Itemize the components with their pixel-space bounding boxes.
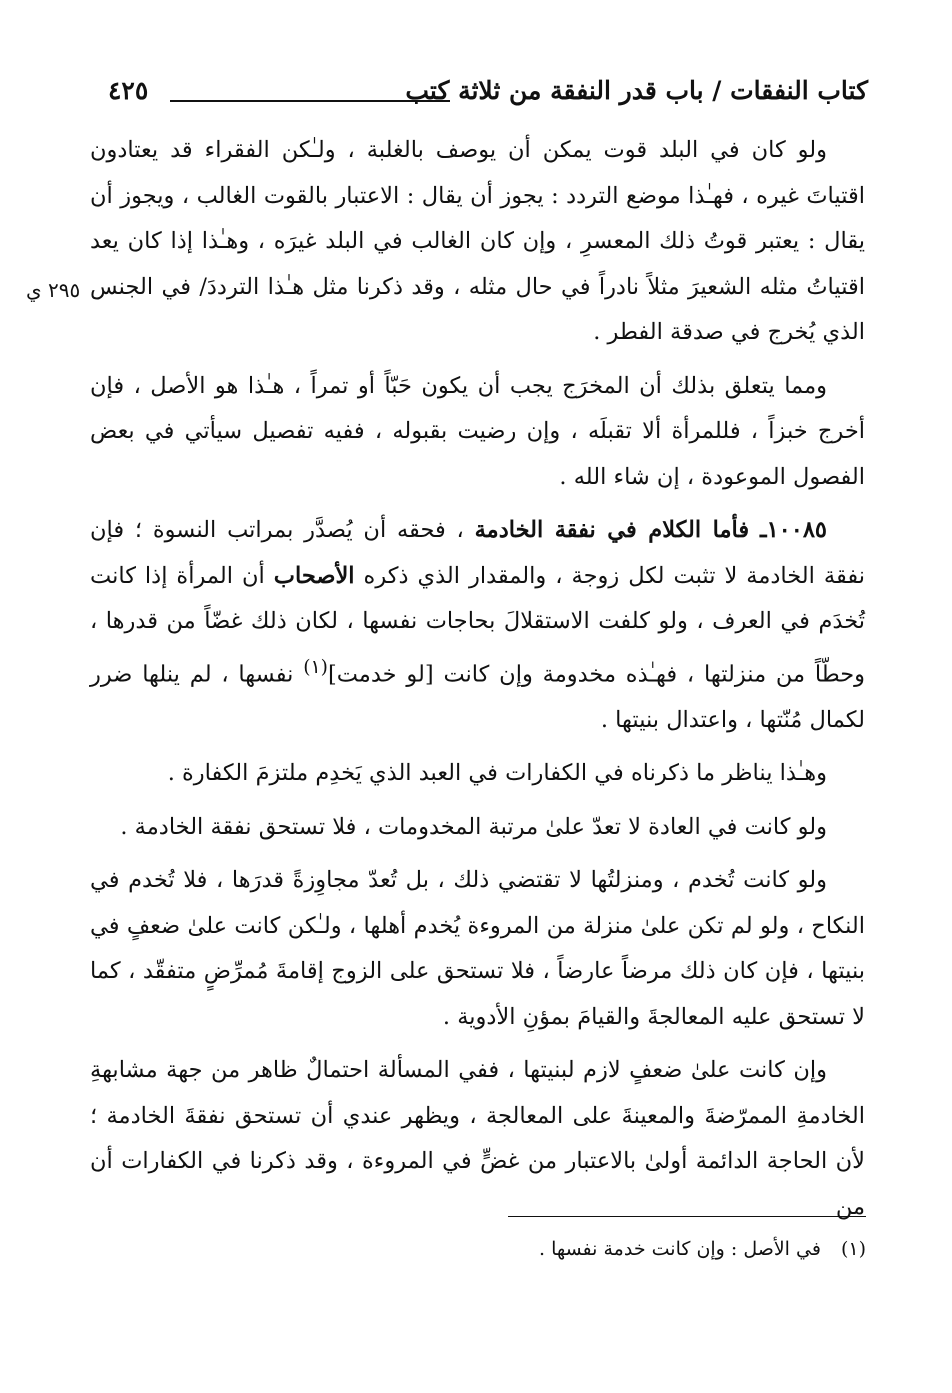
paragraph: ومما يتعلق بذلك أن المخرَج يجب أن يكون حَبّاً أو تمراً ، هـٰذا هو الأصل ، فإن أخرج خبزاً ، فللمرأة ألا تقبلَه ، وإن رضيت بقبوله ، ففيه تفصيل سيأتي في بعض الفصول الموعودة ، إن شاء الله .	[90, 372, 865, 490]
paragraph: وهـٰذا يناظر ما ذكرناه في الكفارات في العبد الذي يَخدِم ملتزمَ الكفارة .	[167, 760, 827, 786]
margin-manuscript-note: ٢٩٥ ي	[26, 278, 81, 302]
page-number: ٤٢٥	[108, 76, 149, 105]
header-rule	[170, 100, 450, 102]
footnote-number: (١)	[840, 1238, 866, 1260]
bold-term: الأصحاب	[273, 562, 355, 589]
paragraph: ولو كانت تُخدم ، ومنزلتُها لا تقتضي ذلك ، بل تُعدّ مجاوِزةً قدرَها ، فلا تُخدم في النكاح ، ولو لم تكن علىٰ منزلة من المروءة يُخدم أهلها ، ولـٰكن كانت علىٰ ضعفٍ في بنيتها ، فإن كان ذلك مرضاً عارضاً ، فلا تستحق على الزوج إقامةَ مُمرِّضٍ متفقّد ، كما لا تستحق عليه المعالجةَ والقيامَ بمؤنِ الأدوية .	[90, 867, 865, 1030]
section-heading: فأما الكلام في نفقة الخادمة	[474, 517, 750, 543]
footnote-reference: (١)	[303, 656, 328, 678]
section-number: ١٠٠٨٥ـ	[759, 517, 828, 543]
paragraph: وإن كانت علىٰ ضعفٍ لازم لبنيتها ، ففي المسألة احتمالٌ ظاهر من جهة مشابهةِ الخادمةِ الممرّضةَ والمعينةَ على المعالجة ، ويظهر عندي أن تستحق نفقةَ الخادمة ؛ لأن الحاجة الدائمة أولىٰ بالاعتبار من غضٍّ في المروءة ، وقد ذكرنا في الكفارات أن من	[90, 1057, 865, 1220]
running-header	[108, 76, 868, 124]
footnote-separator	[508, 1216, 866, 1217]
paragraph-text: أن المرأة إذا كانت تُخدَم في العرف ، ولو كلفت الاستقلالَ بحاجات نفسها ، لكان ذلك غضّاً من قدرها ، وحطّاً من منزلتها ، فهـٰذه مخدومة وإن كانت [لو خدمت]	[90, 562, 866, 687]
paragraph-text: ، فحقه أن يُصدَّر بمراتب النسوة ؛ فإن نفقة الخادمة لا تثبت لكل زوجة ، والمقدار الذي ذكره	[90, 517, 865, 589]
paragraph-text: نفسها ، لم ينلها ضرر لكمال مُنّتها ، واعتدال بنيتها .	[90, 661, 865, 733]
paragraph-numbered	[90, 508, 865, 743]
footnote	[166, 1238, 866, 1260]
paragraph: ولو كانت في العادة لا تعدّ علىٰ مرتبة المخدومات ، فلا تستحق نفقة الخادمة .	[120, 813, 827, 840]
main-text	[90, 128, 865, 1230]
paragraph: ولو كان في البلد قوت يمكن أن يوصف بالغلبة ، ولـٰكن الفقراء قد يعتادون اقتياتَ غيره ، فهـٰذا موضع التردد : يجوز أن يقال : الاعتبار بالقوت الغالب ، ويجوز أن يقال : يعتبر قوتُ ذلك المعسرِ ، وإن كان الغالب في البلد غيرَه ، وهـٰذا إذا كان يعد اقتياتُ مثله الشعيرَ مثلاً نادراً في حال مثله ، وقد ذكرنا مثل هـٰذا الترددَ/ في الجنس الذي يُخرج في صدقة الفطر .	[90, 137, 865, 345]
footnote-text: في الأصل : وإن كانت خدمة نفسها .	[538, 1238, 821, 1260]
running-title: كتاب النفقات / باب قدر النفقة من ثلاثة كتب	[405, 76, 868, 105]
